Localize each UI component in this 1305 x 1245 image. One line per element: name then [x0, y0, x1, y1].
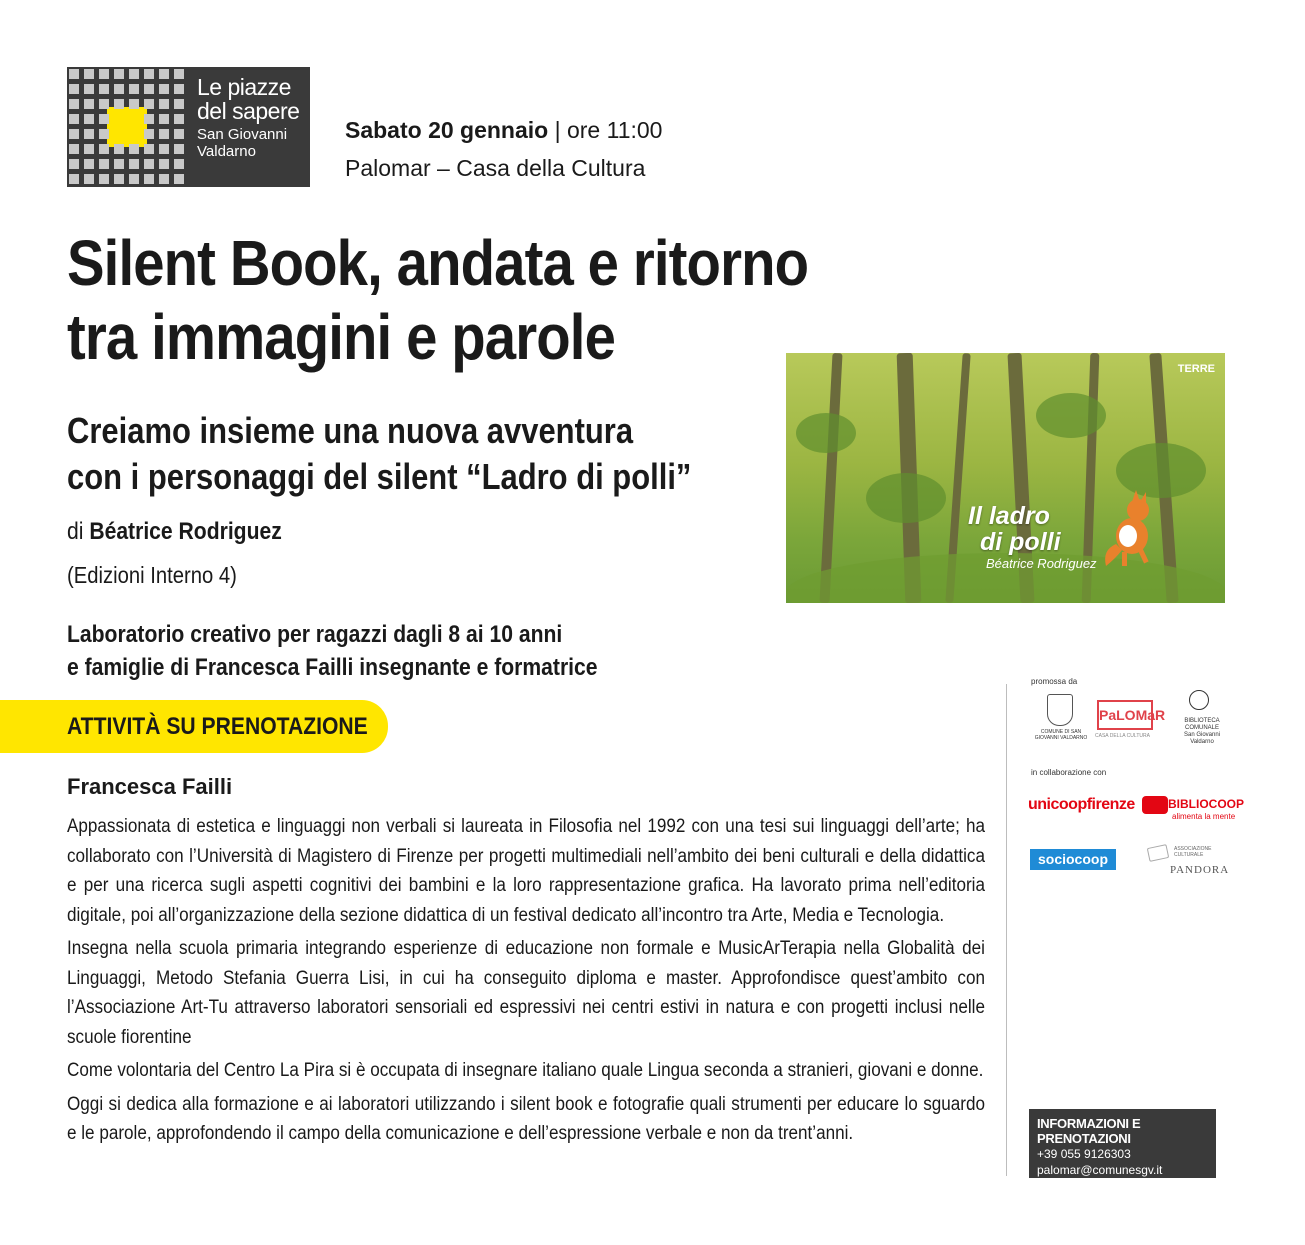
logo-grid-cell: [144, 129, 154, 139]
logo-grid-cell: [114, 69, 124, 79]
logo-grid-cell: [144, 174, 154, 184]
comune-logo: [1031, 692, 1091, 744]
reservation-banner: [0, 700, 388, 753]
logo-grid-cell: [69, 99, 79, 109]
crest-icon: [1047, 694, 1073, 726]
logo-line1: Le piazze: [197, 74, 291, 100]
bio-paragraph: Insegna nella scuola primaria integrando esperienze di educazione non formale e MusicArTerapia nella Globalità dei Linguaggi, Metodo Stefania Guerra Lisi, in cui ha conseguito diploma e master. Approfondisce quest’ambito con l’Associazione Art-Tu attraverso laboratori sensoriali ed espressivi nei centri estivi in natura e con progetti inclusi nelle scuole fiorentine: [67, 938, 985, 1048]
logo-grid-cell: [99, 144, 109, 154]
logo-grid-cell: [159, 84, 169, 94]
info-email[interactable]: palomar@comunesgv.it: [1037, 1163, 1163, 1177]
logo-grid-cell: [159, 99, 169, 109]
event-date: [345, 117, 662, 144]
logo-grid-cell: [144, 84, 154, 94]
logo-grid-cell: [174, 84, 184, 94]
yellow-square-icon: [107, 107, 147, 147]
lab-description: [67, 618, 598, 684]
bio-paragraph: Appassionata di estetica e linguaggi non verbali si laureata in Filosofia nel 1992 con una tesi sui linguaggi dell’arte; ha collaborato con l’Università di Magistero di Firenze per progetti multimediali nell’ambito dei beni culturali e della didattica e per una ricerca sugli aspetti cognitivi dei bambini e la loro rappresentazione grafica. Ha lavorato prima nell’editoria digitale, poi all’organizzazione della sezione didattica di un festival dedicato all’incontro tra Arte, Media e Tecnologia.: [67, 816, 985, 926]
logo-grid-cell: [174, 159, 184, 169]
bibliocoop-name: BIBLIOCOOP: [1168, 797, 1245, 811]
logo-grid-cell: [129, 144, 139, 154]
sociocoop-logo: sociocoop: [1030, 849, 1116, 870]
logo-grid-cell: [99, 159, 109, 169]
logo-grid-cell: [114, 174, 124, 184]
logo-grid-cell: [69, 159, 79, 169]
author-name: Béatrice Rodriguez: [89, 518, 282, 545]
foliage: [1036, 393, 1106, 438]
logo-grid-cell: [84, 159, 94, 169]
logo-grid-cell: [114, 159, 124, 169]
lab-line2: e famiglie di Francesca Failli insegnante e formatrice: [67, 654, 598, 681]
logo-line2: del sapere: [197, 98, 300, 124]
comune-name: COMUNE DI SAN GIOVANNI VALDARNO: [1034, 729, 1088, 741]
logo-grid-cell: [84, 99, 94, 109]
logo-grid-cell: [84, 174, 94, 184]
logo-grid-cell: [144, 144, 154, 154]
book-title: [968, 503, 1061, 555]
book-cover-image: [786, 353, 1225, 603]
event-separator: |: [548, 117, 567, 143]
logo-grid-cell: [84, 144, 94, 154]
logo-grid-cell: [144, 159, 154, 169]
event-place: Palomar – Casa della Cultura: [345, 155, 646, 181]
fox-icon: [1102, 488, 1164, 568]
logo-grid-cell: [69, 129, 79, 139]
logo-grid-cell: [69, 114, 79, 124]
logo-grid-cell: [174, 114, 184, 124]
logo-grid-cell: [99, 84, 109, 94]
publisher: (Edizioni Interno 4): [67, 562, 237, 588]
logo-grid-cell: [144, 69, 154, 79]
logo-grid-cell: [69, 174, 79, 184]
foliage: [796, 413, 856, 453]
bio-name: Francesca Failli: [67, 774, 233, 799]
logo-grid-cell: [84, 69, 94, 79]
pandora-box-icon: [1147, 844, 1169, 862]
subtitle-line1: Creiamo insieme una nuova avventura: [67, 410, 634, 451]
column-divider: [1006, 684, 1007, 1176]
logo-grid-cell: [99, 174, 109, 184]
title-line2: tra immagini e parole: [67, 301, 616, 373]
logo-grid-cell: [84, 114, 94, 124]
logo-grid-cell: [129, 174, 139, 184]
logo-grid-cell: [129, 159, 139, 169]
reservation-label: ATTIVITÀ SU PRENOTAZIONE: [67, 713, 368, 740]
biblioteca-icon: [1189, 690, 1209, 710]
logo-grid-icon: [67, 67, 187, 187]
logo-grid-cell: [159, 129, 169, 139]
logo-grid-cell: [174, 129, 184, 139]
book-author: Béatrice Rodriguez: [986, 556, 1097, 571]
logo-grid-cell: [114, 84, 124, 94]
logo-grid-cell: [159, 144, 169, 154]
logo-grid-cell: [84, 129, 94, 139]
bio-paragraph: Come volontaria del Centro La Pira si è occupata di insegnare italiano quale Lingua seconda a stranieri, giovani e donne.: [67, 1060, 984, 1081]
logo-grid-cell: [144, 114, 154, 124]
unicoop-logo: unicoopfirenze: [1028, 796, 1135, 813]
logo-grid-cell: [159, 159, 169, 169]
lab-line1: Laboratorio creativo per ragazzi dagli 8 ai 10 anni: [67, 621, 563, 648]
logo-line3: San Giovanni: [197, 126, 288, 143]
subtitle-line2: con i personaggi del silent “Ladro di polli”: [67, 456, 692, 497]
logo-grid-cell: [69, 144, 79, 154]
biblioteca-text: [1176, 718, 1228, 746]
logo-grid-cell: [69, 84, 79, 94]
logo-grid-cell: [99, 129, 109, 139]
bibliocoop-sub: alimenta la mente: [1172, 812, 1236, 821]
pandora-sub: ASSOCIAZIONE CULTURALE: [1174, 846, 1212, 858]
logo: [67, 67, 310, 187]
bio-text: [67, 812, 985, 1153]
logo-grid-cell: [99, 99, 109, 109]
subtitle: [67, 408, 691, 500]
logo-grid-cell: [159, 114, 169, 124]
logo-grid-cell: [174, 99, 184, 109]
logo-grid-cell: [144, 99, 154, 109]
palomar-logo: PaLOMaR: [1097, 700, 1153, 730]
logo-line4: Valdarno: [197, 143, 256, 160]
bibliocoop-logo: [1142, 794, 1245, 822]
logo-text: [187, 67, 299, 187]
bio-paragraph: Oggi si dedica alla formazione e ai laboratori utilizzando i silent book e fotografie quali strumenti per educare lo sguardo e le parole, approfondendo il campo della comunicazione e dell’espressione verbale e non da trent’anni.: [67, 1093, 985, 1144]
book-title-line1: Il ladro: [968, 502, 1050, 530]
biblioteca-sub: San Giovanni Valdarno: [1183, 732, 1221, 745]
event-day: Sabato 20 gennaio: [345, 117, 549, 143]
info-phone[interactable]: +39 055 9126303: [1037, 1147, 1131, 1161]
info-title: INFORMAZIONI E PRENOTAZIONI: [1037, 1116, 1141, 1146]
pandora-logo: [1146, 842, 1228, 878]
logo-grid-cell: [114, 144, 124, 154]
event-time: ore 11:00: [566, 117, 663, 143]
logo-grid-cell: [129, 69, 139, 79]
book-brand: TERRE: [1177, 363, 1215, 375]
page-title: [67, 226, 808, 374]
biblioteca-name: BIBLIOTECA COMUNALE: [1184, 718, 1220, 731]
logo-grid-cell: [129, 84, 139, 94]
logo-grid-cell: [129, 99, 139, 109]
bibliocoop-badge-icon: [1142, 796, 1168, 814]
logo-grid-cell: [159, 174, 169, 184]
book-title-line2: di polli: [980, 528, 1061, 556]
logo-grid-cell: [174, 69, 184, 79]
palomar-subtitle: CASA DELLA CULTURA: [1095, 733, 1150, 739]
title-line1: Silent Book, andata e ritorno: [67, 227, 809, 299]
logo-grid-cell: [69, 69, 79, 79]
pandora-name: PANDORA: [1170, 864, 1230, 876]
foliage: [866, 473, 946, 523]
collab-label: in collaborazione con: [1031, 768, 1107, 777]
logo-grid-cell: [174, 144, 184, 154]
logo-grid-cell: [114, 99, 124, 109]
logo-grid-cell: [159, 69, 169, 79]
author-line: [67, 518, 282, 546]
logo-grid-cell: [99, 114, 109, 124]
tree-trunk: [819, 353, 842, 603]
biblioteca-logo: [1176, 690, 1228, 745]
promoted-label: promossa da: [1031, 677, 1078, 686]
info-box: [1029, 1109, 1216, 1178]
logo-grid-cell: [84, 84, 94, 94]
logo-grid-cell: [99, 69, 109, 79]
author-prefix: di: [67, 518, 90, 545]
logo-grid-cell: [174, 174, 184, 184]
